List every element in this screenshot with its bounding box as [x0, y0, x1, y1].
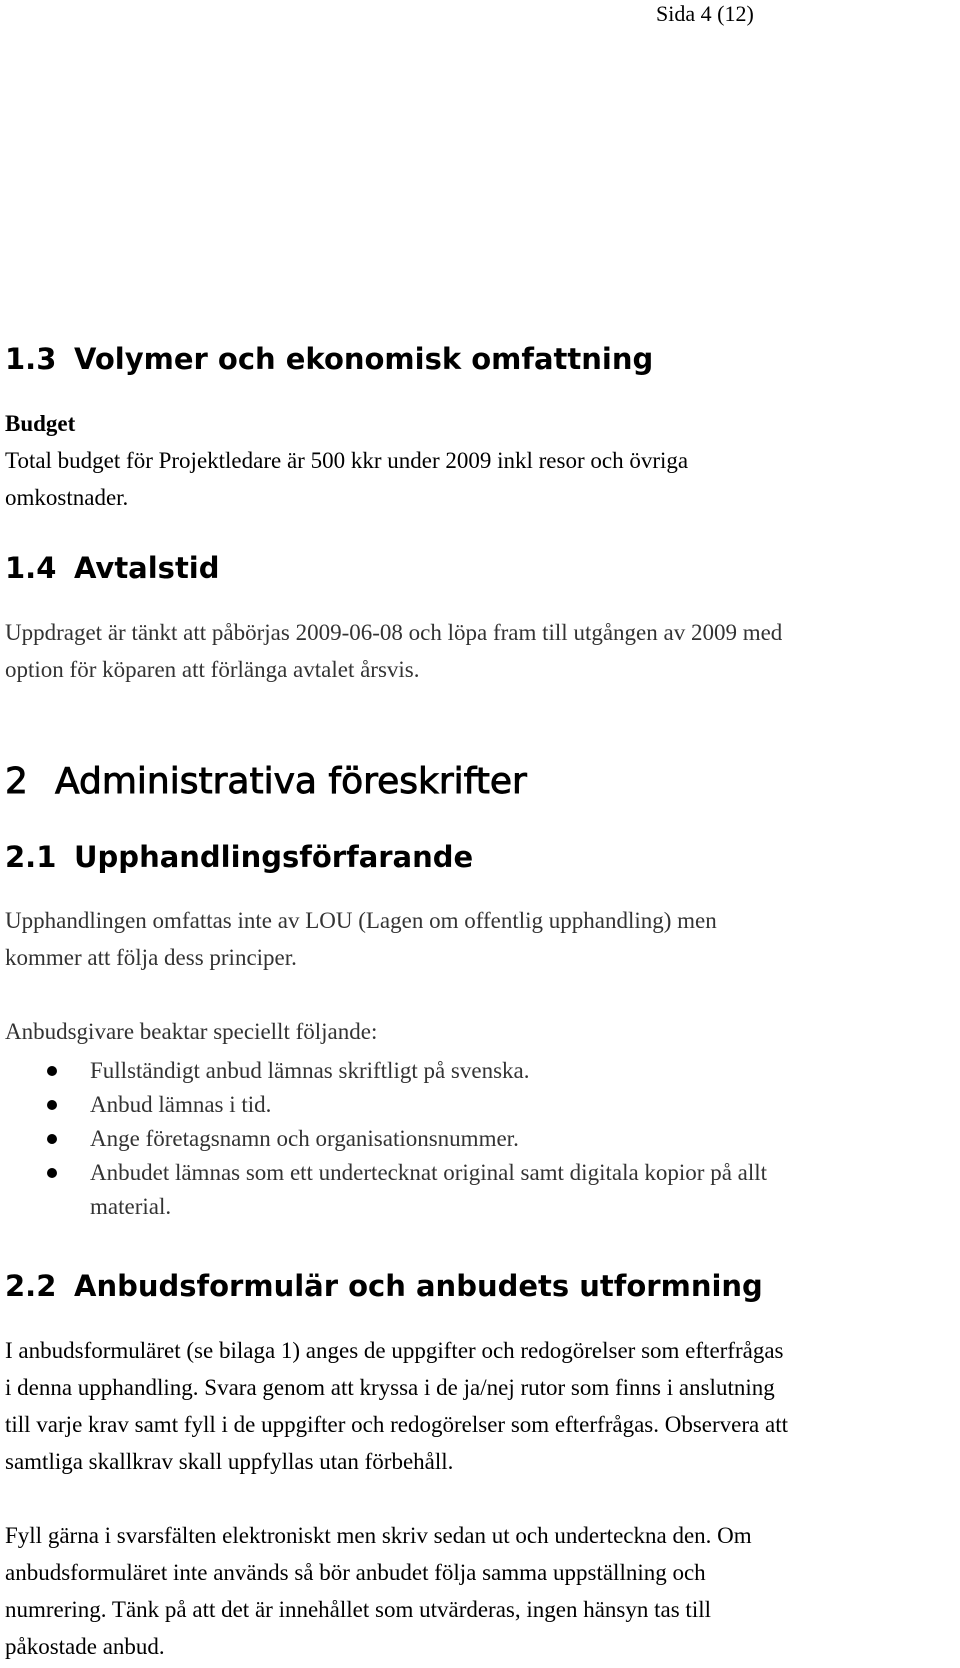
paragraph-line: Total budget för Projektledare är 500 kkr under 2009 inkl resor och övriga: [5, 448, 689, 473]
heading-title: Anbudsformulär och anbudets utformning: [74, 1269, 763, 1303]
page-number: Sida 4 (12): [656, 1, 754, 26]
paragraph-line: Uppdraget är tänkt att påbörjas 2009-06-08 och löpa fram till utgången av 2009 med: [5, 620, 783, 645]
avtalstid-paragraph: [5, 614, 955, 688]
paragraph-line: påkostade anbud.: [5, 1634, 165, 1659]
heading-1-3: [5, 341, 653, 377]
paragraph-line: Upphandlingen omfattas inte av LOU (Lagen om offentlig upphandling) men: [5, 908, 717, 933]
heading-number: 2.2: [5, 1269, 57, 1303]
paragraph-line: anbudsformuläret inte används så bör anbudet följa samma uppställning och: [5, 1560, 706, 1585]
heading-1-4: [5, 550, 220, 586]
heading-number: 2.1: [5, 840, 57, 874]
heading-title: Volymer och ekonomisk omfattning: [74, 342, 654, 376]
bullet-icon: [47, 1066, 57, 1076]
budget-subheading: Budget: [5, 411, 76, 436]
heading-number: 1.3: [5, 342, 57, 376]
paragraph-line: Fyll gärna i svarsfälten elektroniskt men skriv sedan ut och underteckna den. Om: [5, 1523, 752, 1548]
paragraph-line: till varje krav samt fyll i de uppgifter och redogörelser som efterfrågas. Observera att: [5, 1412, 788, 1437]
heading-title: Avtalstid: [74, 551, 220, 585]
upphandling-paragraph: [5, 902, 955, 976]
paragraph-line: i denna upphandling. Svara genom att kryssa i de ja/nej rutor som finns i anslutning: [5, 1375, 775, 1400]
paragraph-line: I anbudsformuläret (se bilaga 1) anges de uppgifter och redogörelser som efterfrågas: [5, 1338, 784, 1363]
paragraph-line: option för köparen att förlänga avtalet årsvis.: [5, 657, 420, 682]
heading-title: Administrativa föreskrifter: [55, 761, 527, 802]
anbudsformular-paragraph-2: [5, 1517, 955, 1665]
heading-2: [5, 760, 527, 804]
paragraph-line: numrering. Tänk på att det är innehållet som utvärderas, ingen hänsyn tas till: [5, 1597, 711, 1622]
list-item: Anbudet lämnas som ett undertecknat original samt digitala kopior på allt material.: [0, 1156, 950, 1224]
heading-title: Upphandlingsförfarande: [74, 840, 474, 874]
bullet-icon: [47, 1100, 57, 1110]
bullet-intro: Anbudsgivare beaktar speciellt följande:: [5, 1019, 378, 1044]
bullet-icon: [47, 1134, 57, 1144]
list-item: Fullständigt anbud lämnas skriftligt på svenska.: [0, 1054, 950, 1088]
heading-2-1: [5, 839, 473, 875]
paragraph-line: omkostnader.: [5, 485, 129, 510]
list-item: Ange företagsnamn och organisationsnummer.: [0, 1122, 950, 1156]
bullet-icon: [47, 1168, 57, 1178]
paragraph-line: kommer att följa dess principer.: [5, 945, 297, 970]
paragraph-line: samtliga skallkrav skall uppfyllas utan förbehåll.: [5, 1449, 454, 1474]
heading-number: 1.4: [5, 551, 57, 585]
list-item: Anbud lämnas i tid.: [0, 1088, 950, 1122]
heading-number: 2: [5, 761, 28, 802]
anbudsformular-paragraph-1: [5, 1332, 955, 1480]
budget-paragraph: [5, 442, 955, 516]
heading-2-2: [5, 1268, 763, 1304]
requirements-list: [0, 1054, 950, 1224]
